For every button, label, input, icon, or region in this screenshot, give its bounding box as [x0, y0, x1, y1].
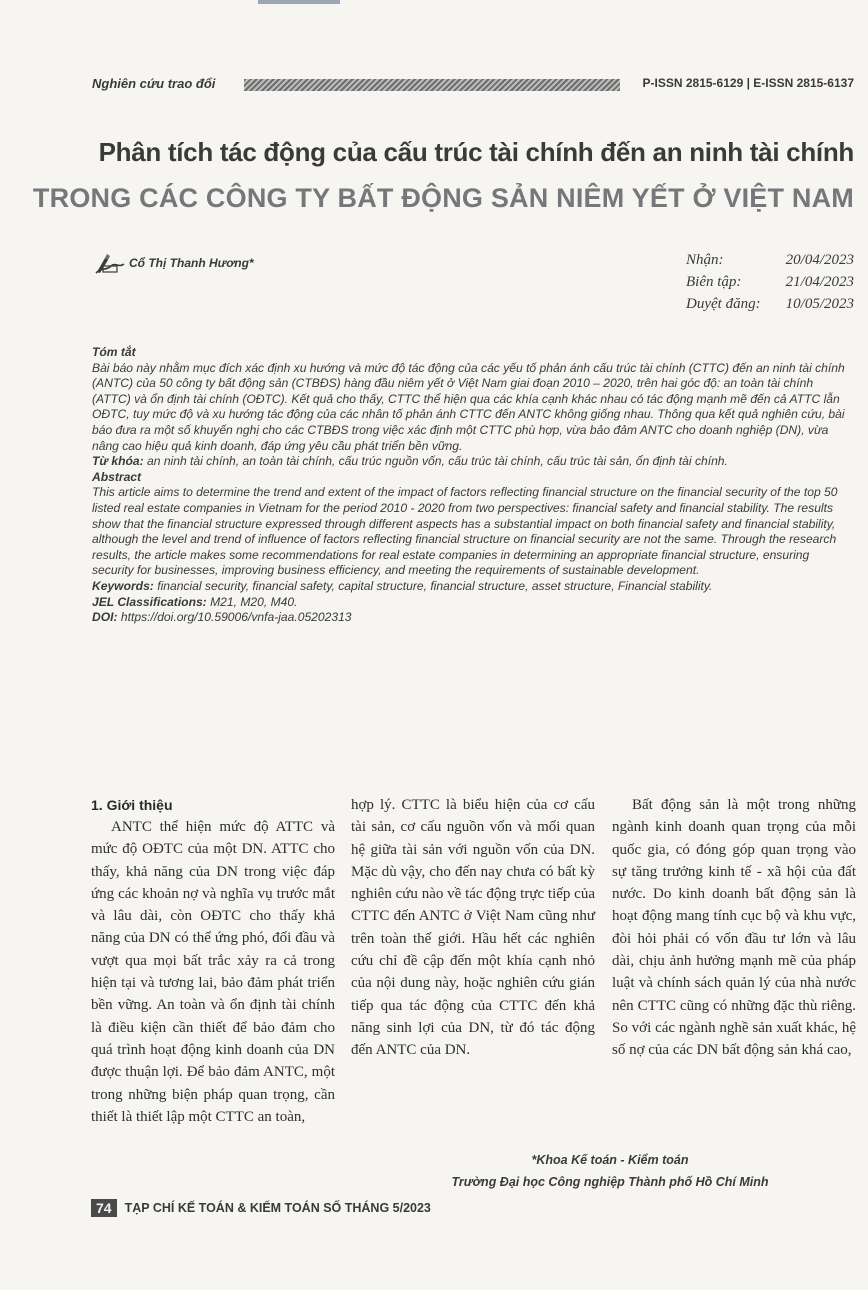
dates-block — [686, 252, 854, 318]
abstract-vi-text: Bài báo này nhằm mục đích xác định xu hướng và mức độ tác động của các yếu tố phản ánh cấu trúc tài chính (CTTC) đến an ninh tài chính (ANTC) của 50 công ty bất động sản (CTBĐS) hàng đầu niêm yết ở Việt Nam giai đoạn 2010 – 2020, trên hai góc độ: an toàn tài chính (ATTC) và ổn định tài chính (OĐTC). Kết quả cho thấy, CTTC thể hiện qua các khía cạnh khác nhau có tác động mạnh mẽ đến cả ATTC lẫn OĐTC, tuy mức độ và xu hướng tác động của các nhân tố phản ánh CTTC đến ANTC không giống nhau. Thông qua kết quả nghiên cứu, bài báo đưa ra một số khuyến nghị cho các CTBĐS trong việc xác định một CTTC phù hợp, vừa bảo đảm ANTC cho doanh nghiệp (DN), vừa nâng cao hiệu quả kinh doanh, đáp ứng yêu cầu phát triển bền vững. — [92, 360, 845, 453]
page-footer — [91, 1199, 431, 1217]
body-column-3 — [612, 794, 856, 1062]
date-received: Nhận: 20/04/2023 — [686, 252, 854, 268]
affiliation-faculty: *Khoa Kế toán - Kiểm toán — [531, 1153, 689, 1167]
body-paragraph: Bất động sản là một trong những ngành kinh doanh quan trọng của mỗi quốc gia, có đóng góp quan trọng vào sự tăng trưởng kinh tế - xã hội của đất nước. Do kinh doanh bất động sản là hoạt động mang tính cục bộ và khu vực, đòi hỏi phải có vốn đầu tư lớn và lâu dài, chịu ảnh hưởng mạnh mẽ của pháp luật và chính sách quản lý của nhà nước nên CTTC cũng có những đặc thù riêng. So với các ngành nghề sản xuất khác, hệ số nợ của các DN bất động sản khá cao, — [612, 797, 856, 1059]
top-decor-bar — [258, 0, 340, 4]
article-title-line2: TRONG CÁC CÔNG TY BẤT ĐỘNG SẢN NIÊM YẾT Ở VIỆT NAM — [32, 183, 854, 213]
body-column-1 — [91, 794, 335, 1128]
abstract-en-heading: Abstract — [92, 469, 142, 484]
abstract-vi-heading: Tóm tắt — [92, 345, 136, 359]
header-stripe — [244, 79, 620, 91]
article-title-line1: Phân tích tác động của cấu trúc tài chính đến an ninh tài chính — [98, 137, 854, 167]
body-column-2 — [351, 794, 595, 1062]
affiliation-university: Trường Đại học Công nghiệp Thành phố Hồ Chí Minh — [451, 1175, 769, 1189]
jel-classifications: JEL Classifications: M21, M20, M40. — [92, 594, 298, 609]
issn: P-ISSN 2815-6129 | E-ISSN 2815-6137 — [642, 76, 854, 90]
keywords-vi: Từ khóa: an ninh tài chính, an toàn tài chính, cấu trúc nguồn vốn, cấu trúc tài chính, cấu trúc tài sản, ổn định tài chính. — [92, 454, 728, 469]
section-heading: 1. Giới thiệu — [91, 797, 173, 813]
body-paragraph: ANTC thể hiện mức độ ATTC và mức độ OĐTC của một DN. ATTC cho thấy, khả năng của DN trong việc đáp ứng các khoản nợ và nghĩa vụ trước mắt và lâu dài, còn OĐTC cho thấy khả năng của DN có thể ứng phó, đối đầu và vượt qua mọi bất trắc xảy ra cả trong hiện tại và tương lai, bảo đảm phát triển bền vững. An toàn và ổn định tài chính là điều kiện cần thiết để bảo đảm cho quá trình hoạt động kinh doanh của DN được thuận lợi. Để bảo đảm ANTC, một trong những biện pháp quan trọng, cần thiết là thiết lập một CTTC an toàn, — [91, 819, 335, 1125]
section-label: Nghiên cứu trao đổi — [92, 76, 216, 91]
date-accepted: Duyệt đăng: 10/05/2023 — [686, 296, 854, 312]
abstract-en-text: This article aims to determine the trend and extent of the impact of factors reflecting financial structure on the financial security of the top 50 listed real estate companies in Vietnam for the period 2010 - 2020 from two perspectives: financial safety and financial stability. The results show that the financial structure expressed through different aspects has a substantial impact on both financial safety and financial stability, although the level and trend of influence of factors reflecting financial structure on financial security are not the same. Through the research results, the article makes some recommendations for real estate companies in determining an appropriate financial structure, ensuring security for businesses, improving business efficiency, and meeting the requirements of sustainable development. — [92, 485, 838, 578]
date-edited: Biên tập: 21/04/2023 — [686, 274, 854, 290]
body-paragraph: hợp lý. CTTC là biểu hiện của cơ cấu tài sản, cơ cấu nguồn vốn và mối quan hệ giữa tài sản với nguồn vốn của DN. Mặc dù vậy, cho đến nay chưa có bất kỳ nghiên cứu nào về tác động trực tiếp của CTTC đến ANTC ở Việt Nam cũng như trên toàn thế giới. Hầu hết các nghiên cứu chỉ đề cập đến một khía cạnh nhỏ của nội dung này, hoặc nghiên cứu gián tiếp qua tác động của CTTC đến khả năng sinh lợi của DN, từ đó tác động đến ANTC của DN. — [351, 797, 595, 1059]
journal-name: TẠP CHÍ KẾ TOÁN & KIỂM TOÁN SỐ THÁNG 5/2023 — [124, 1201, 431, 1215]
affiliation-note — [370, 1149, 850, 1193]
pen-writing-icon — [94, 252, 126, 274]
page-number: 74 — [91, 1199, 117, 1217]
author-name: Cổ Thị Thanh Hương* — [129, 256, 254, 270]
author-block — [94, 252, 254, 274]
abstract-block — [92, 345, 852, 626]
doi: DOI: https://doi.org/10.59006/vnfa-jaa.05202313 — [92, 610, 352, 625]
keywords-en: Keywords: financial security, financial safety, capital structure, financial structure, asset structure, Financial stability. — [92, 578, 713, 593]
